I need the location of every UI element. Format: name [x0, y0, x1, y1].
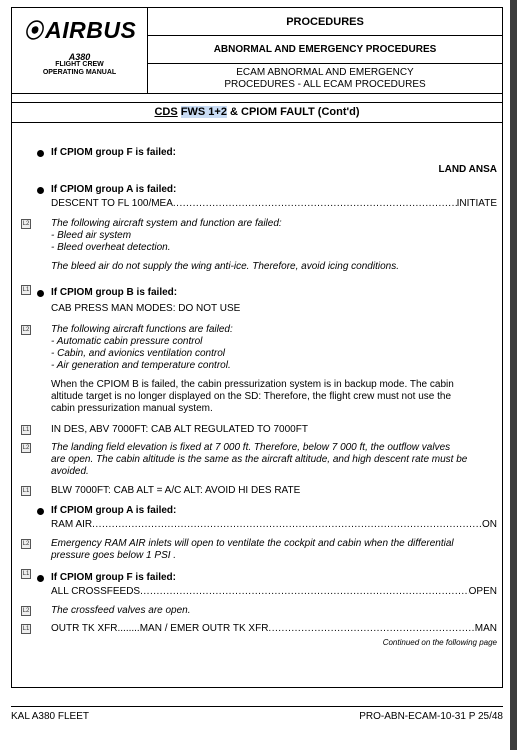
- subsection-line2: PROCEDURES - ALL ECAM PROCEDURES: [224, 78, 426, 90]
- l1-badge-icon: L1: [22, 427, 30, 433]
- title-cds[interactable]: CDS: [154, 106, 178, 118]
- subsection-label: [148, 64, 502, 93]
- l2-badge-icon: L2: [22, 541, 30, 547]
- cab-press-line: CAB PRESS MAN MODES: DO NOT USE: [51, 303, 241, 314]
- manual-line1: FLIGHT CREW: [55, 61, 104, 68]
- logo-cell: [12, 8, 148, 93]
- l2-badge-icon: L2: [22, 608, 30, 614]
- in-des-line: IN DES, ABV 7000FT: CAB ALT REGULATED TO 7000FT: [51, 424, 308, 435]
- ram-action: ON: [482, 519, 497, 530]
- b-note-1: - Automatic cabin pressure control: [51, 336, 203, 347]
- bullet-icon: [37, 575, 44, 582]
- bullet-icon: [37, 187, 44, 194]
- footer-fleet: KAL A380 FLEET: [11, 711, 90, 722]
- ram-air-line: [51, 519, 497, 531]
- procedure-cell: [148, 8, 502, 93]
- manual-line2: OPERATING MANUAL: [42, 69, 117, 76]
- footer-rule: [11, 706, 503, 707]
- continued-note: Continued on the following page: [382, 638, 497, 647]
- a-note-2: - Bleed overheat detection.: [51, 242, 171, 253]
- descent-action: INITIATE: [456, 198, 497, 209]
- l2-badge-icon: L2: [22, 221, 30, 227]
- landing-2: are open. The cabin altitude is the same as the aircraft altitude, and high descent rate must be: [51, 454, 468, 465]
- manual-title: [12, 53, 147, 77]
- ram-note-1: Emergency RAM AIR inlets will open to ventilate the cockpit and cabin when the differential: [51, 538, 454, 549]
- blw-line: BLW 7000FT: CAB ALT = A/C ALT: AVOID HI DES RATE: [51, 485, 301, 496]
- page-header: [12, 8, 502, 94]
- footer-page-ref: PRO-ABN-ECAM-10-31 P 25/48: [359, 711, 503, 722]
- b-note-intro: The following aircraft functions are failed:: [51, 324, 233, 335]
- section-label: ABNORMAL AND EMERGENCY PROCEDURES: [148, 36, 502, 64]
- l2-badge-icon: L2: [22, 445, 30, 451]
- xfeed-note: The crossfeed valves are open.: [51, 605, 191, 616]
- l1-badge-icon: L1: [22, 488, 30, 494]
- ram-label: RAM AIR: [51, 519, 93, 530]
- a-note-1: - Bleed air system: [51, 230, 132, 241]
- l1-badge-icon: L1: [22, 571, 30, 577]
- l1-badge-icon: L1: [22, 626, 30, 632]
- cpiom-b-heading: If CPIOM group B is failed:: [51, 287, 178, 298]
- logo-text: AIRBUS: [45, 17, 137, 43]
- l2-badge-icon: L2: [22, 327, 30, 333]
- page-frame: [11, 7, 503, 688]
- b-note-2: - Cabin, and avionics ventilation control: [51, 348, 225, 359]
- cpiom-f-heading: If CPIOM group F is failed:: [51, 147, 176, 158]
- land-ansa: LAND ANSA: [438, 164, 497, 175]
- airbus-logo: [12, 15, 147, 44]
- subsection-line1: ECAM ABNORMAL AND EMERGENCY: [236, 66, 414, 78]
- cpiom-a-heading: If CPIOM group A is failed:: [51, 184, 177, 195]
- xfeed-label: ALL CROSSFEEDS: [51, 586, 141, 597]
- outr-action: MAN: [474, 623, 497, 634]
- title-fws: FWS 1+2: [180, 106, 227, 118]
- landing-3: avoided.: [51, 466, 89, 477]
- descent-label: DESCENT TO FL 100/MEA: [51, 198, 173, 209]
- b-para-2: altitude target is no longer displayed on the SD: Therefore, the flight crew must not use the: [51, 391, 452, 402]
- b-para-1: When the CPIOM B is failed, the cabin pressurization system is in backup mode. The cabin: [51, 379, 454, 390]
- airbus-swirl-icon: ⦿: [20, 18, 47, 46]
- aircraft-type: A380: [68, 52, 91, 62]
- crossfeed-line: [51, 586, 497, 598]
- bullet-icon: [37, 508, 44, 515]
- ram-note-2: pressure goes below 1 PSI .: [51, 550, 177, 561]
- b-note-3: - Air generation and temperature control.: [51, 360, 231, 371]
- xfeed-action: OPEN: [468, 586, 497, 597]
- outr-label: OUTR TK XFR........MAN / EMER OUTR TK XFR: [51, 623, 269, 634]
- landing-1: The landing field elevation is fixed at 7 000 ft. Therefore, below 7 000 ft, the outflow valves: [51, 442, 451, 453]
- procedure-title: [12, 102, 502, 123]
- l1-badge-icon: L1: [22, 287, 30, 293]
- descent-line: [51, 198, 497, 210]
- a-note-intro: The following aircraft system and function are failed:: [51, 218, 282, 229]
- outr-tk-line: [51, 623, 497, 635]
- cpiom-f2-heading: If CPIOM group F is failed:: [51, 572, 176, 583]
- procedures-label: PROCEDURES: [148, 8, 502, 36]
- window-edge-bar: [510, 0, 517, 750]
- cpiom-a2-heading: If CPIOM group A is failed:: [51, 505, 177, 516]
- bullet-icon: [37, 150, 44, 157]
- b-para-3: cabin pressurization manual system.: [51, 403, 213, 414]
- bullet-icon: [37, 290, 44, 297]
- title-rest: & CPIOM FAULT (Cont'd): [230, 106, 360, 118]
- a-note-wing: The bleed air do not supply the wing anti-ice. Therefore, avoid icing conditions.: [51, 261, 399, 272]
